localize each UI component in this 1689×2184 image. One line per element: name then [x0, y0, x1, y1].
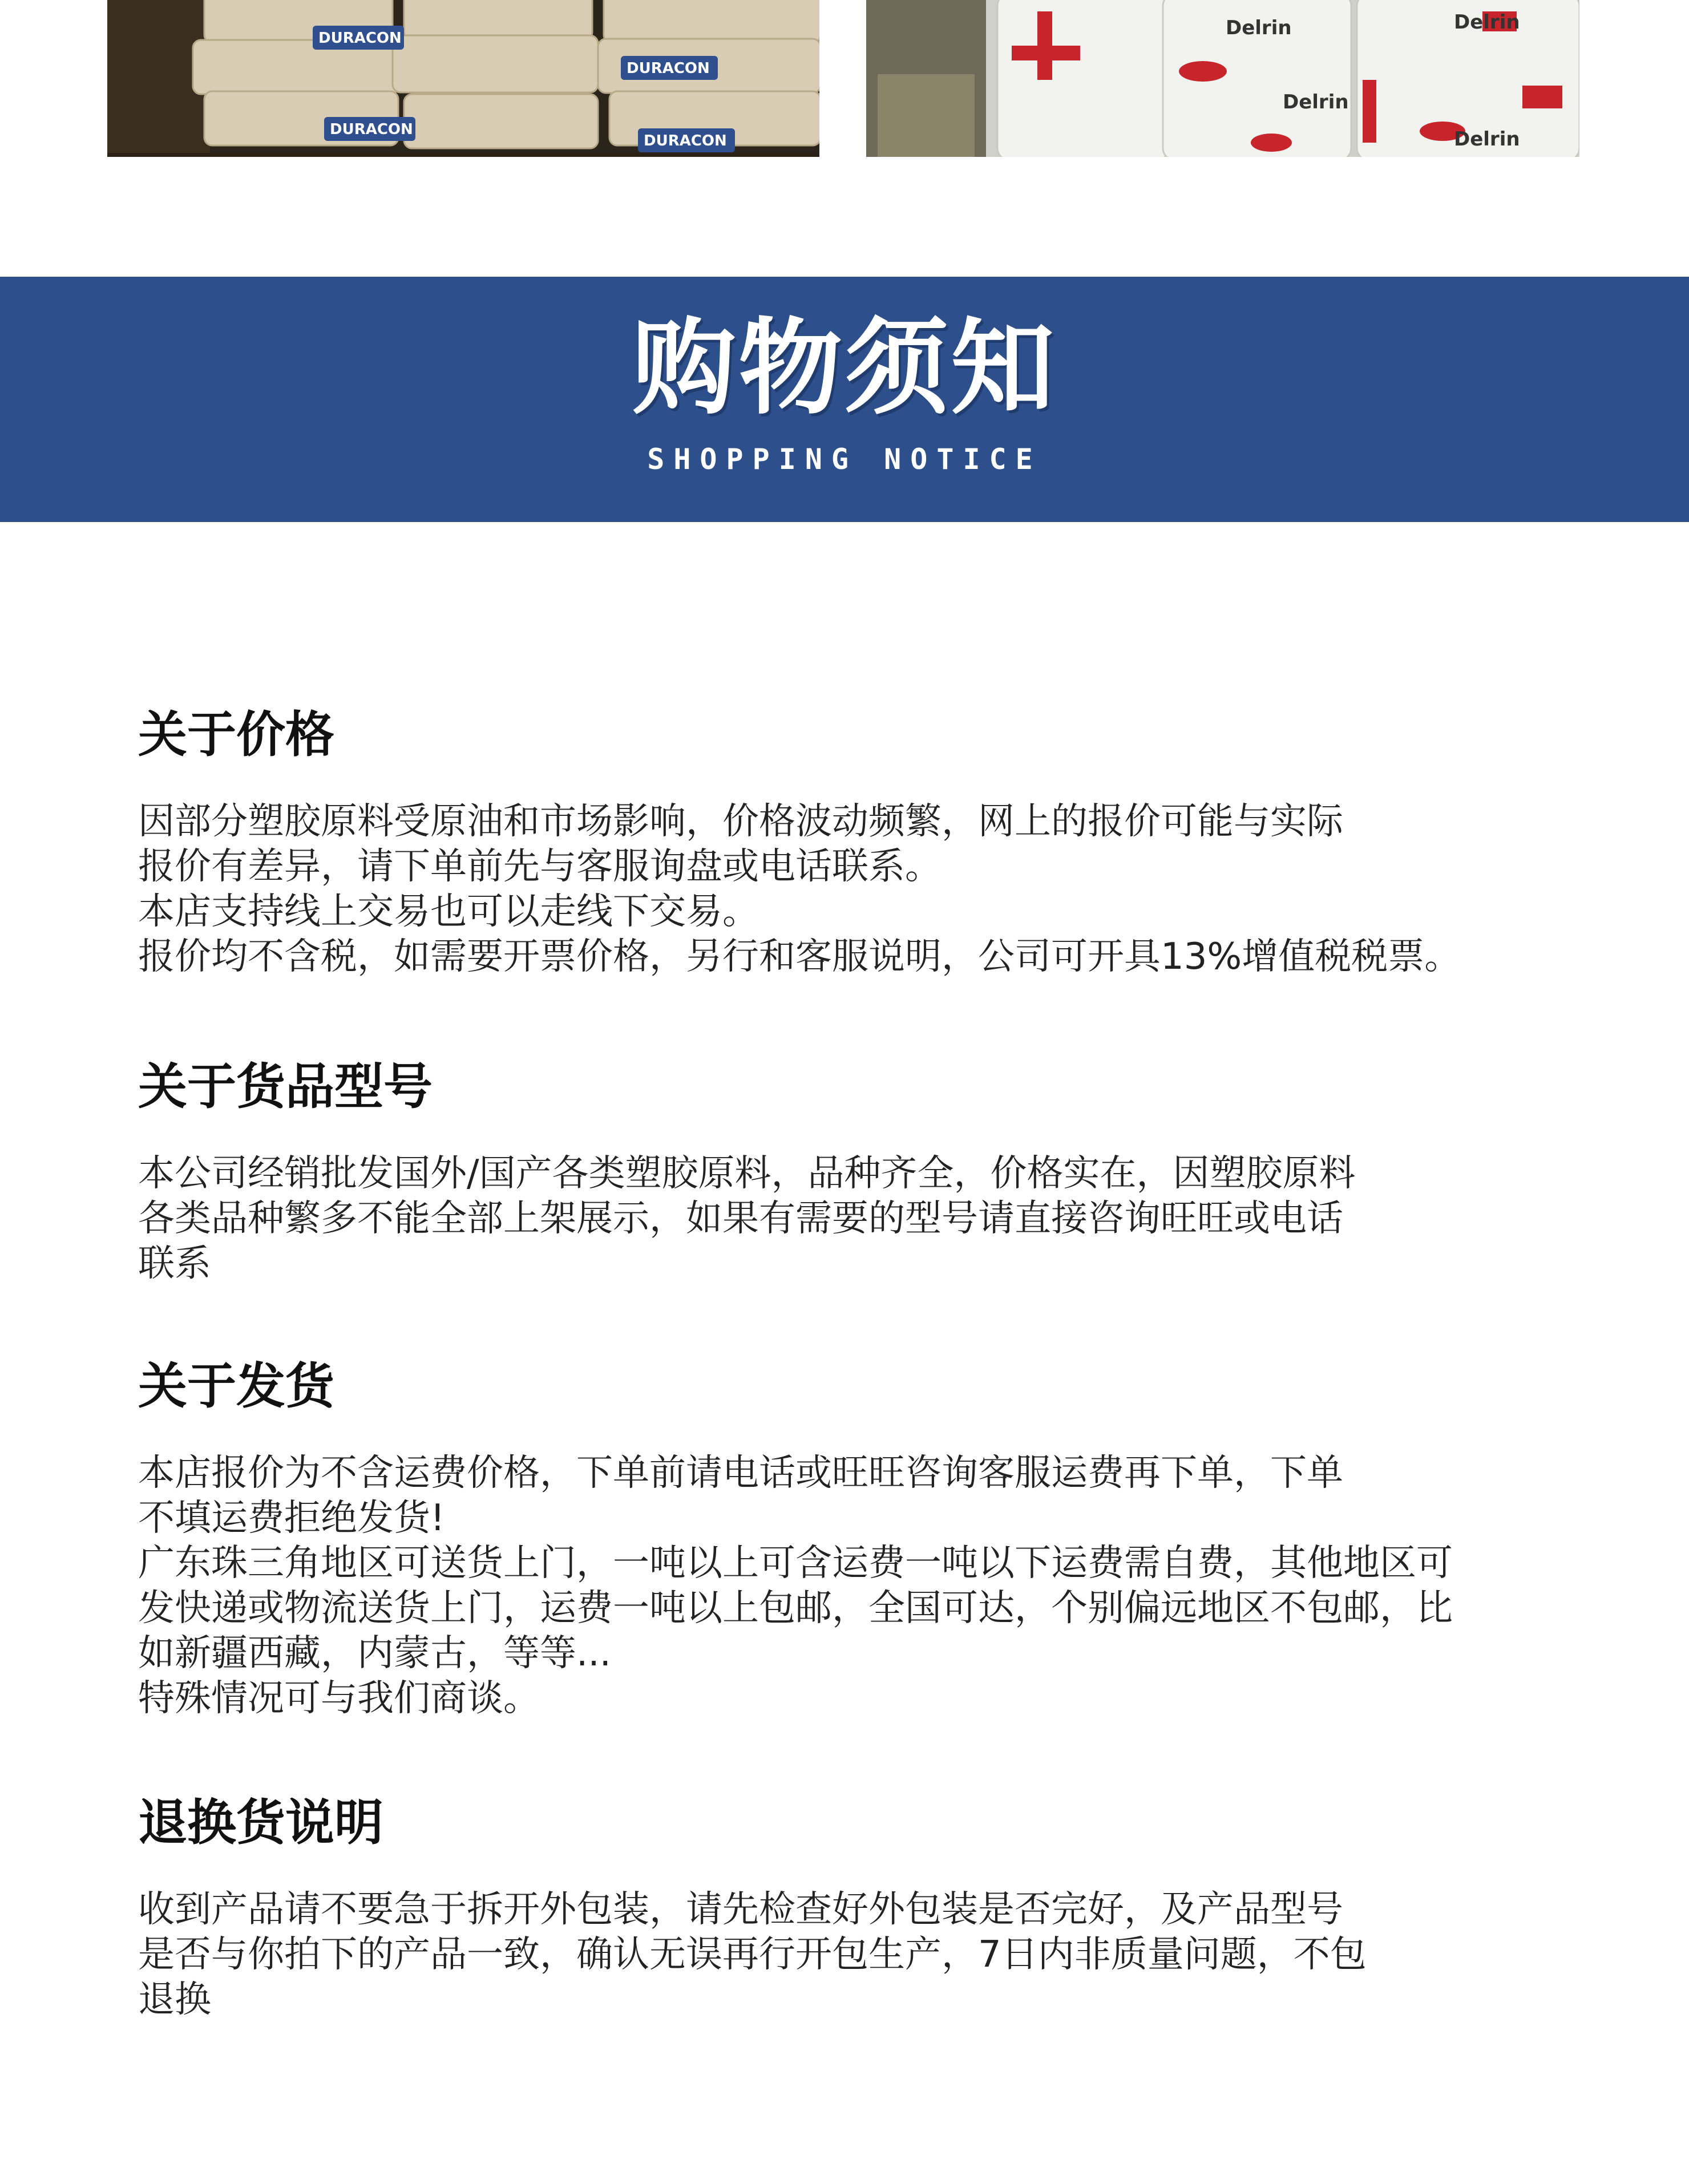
section-heading: 关于发货	[138, 1358, 334, 1415]
body-line: 退换	[138, 1979, 211, 2021]
section-return-exchange	[138, 1791, 1587, 2023]
body-line: 报价均不含税，如需要开票价格，另行和客服说明，公司可开具13%增值税税票。	[138, 936, 1461, 978]
section-price	[138, 703, 1587, 980]
bag-brand-label: Delrin	[1226, 17, 1292, 39]
section-heading: 关于货品型号	[138, 1058, 433, 1115]
section-product-model	[138, 1055, 1587, 1287]
section-body	[138, 1887, 1587, 2023]
product-photo-delrin-bags	[866, 0, 1579, 157]
body-line: 本公司经销批发国外/国产各类塑胶原料，品种齐全，价格实在，因塑胶原料	[138, 1152, 1356, 1195]
body-line: 收到产品请不要急于拆开外包装，请先检查好外包装是否完好，及产品型号	[138, 1888, 1343, 1931]
banner-title: 购物须知	[632, 308, 1057, 428]
section-body	[138, 1151, 1587, 1287]
banner-subtitle: SHOPPING NOTICE	[647, 443, 1042, 476]
body-line: 广东珠三角地区可送货上门，一吨以上可含运费一吨以下运费需自费，其他地区可	[138, 1542, 1453, 1584]
bag-brand-label: DURACON	[644, 132, 727, 149]
delrin-bags-illustration	[866, 0, 1579, 157]
body-line: 联系	[138, 1243, 211, 1285]
bag-brand-label: DURACON	[627, 60, 710, 77]
body-line: 各类品种繁多不能全部上架展示，如果有需要的型号请直接咨询旺旺或电话	[138, 1198, 1343, 1240]
body-line: 因部分塑胶原料受原油和市场影响，价格波动频繁，网上的报价可能与实际	[138, 800, 1343, 843]
shopping-notice-banner	[0, 277, 1689, 522]
body-line: 不填运费拒绝发货!	[138, 1497, 445, 1539]
bag-brand-label: Delrin	[1283, 91, 1349, 114]
body-line: 是否与你拍下的产品一致，确认无误再行开包生产，7日内非质量问题，不包	[138, 1934, 1367, 1976]
body-line: 如新疆西藏，内蒙古，等等...	[138, 1632, 612, 1675]
product-photo-duracon-bags	[107, 0, 819, 157]
bag-brand-label: Delrin	[1454, 128, 1520, 151]
bag-brand-label: DURACON	[330, 121, 413, 138]
body-line: 发快递或物流送货上门，运费一吨以上包邮，全国可达，个别偏远地区不包邮，比	[138, 1587, 1453, 1629]
section-body	[138, 1451, 1587, 1721]
section-heading: 关于价格	[138, 706, 334, 763]
body-line: 特殊情况可与我们商谈。	[138, 1677, 540, 1720]
duracon-bags-illustration	[107, 0, 819, 157]
bag-brand-label: Delrin	[1454, 11, 1520, 34]
section-body	[138, 799, 1587, 980]
body-line: 本店支持线上交易也可以走线下交易。	[138, 891, 759, 933]
section-shipping	[138, 1355, 1587, 1721]
bag-brand-label: DURACON	[318, 30, 402, 47]
section-heading: 退换货说明	[138, 1794, 383, 1851]
body-line: 本店报价为不含运费价格，下单前请电话或旺旺咨询客服运费再下单，下单	[138, 1452, 1343, 1494]
body-line: 报价有差异，请下单前先与客服询盘或电话联系。	[138, 846, 942, 888]
